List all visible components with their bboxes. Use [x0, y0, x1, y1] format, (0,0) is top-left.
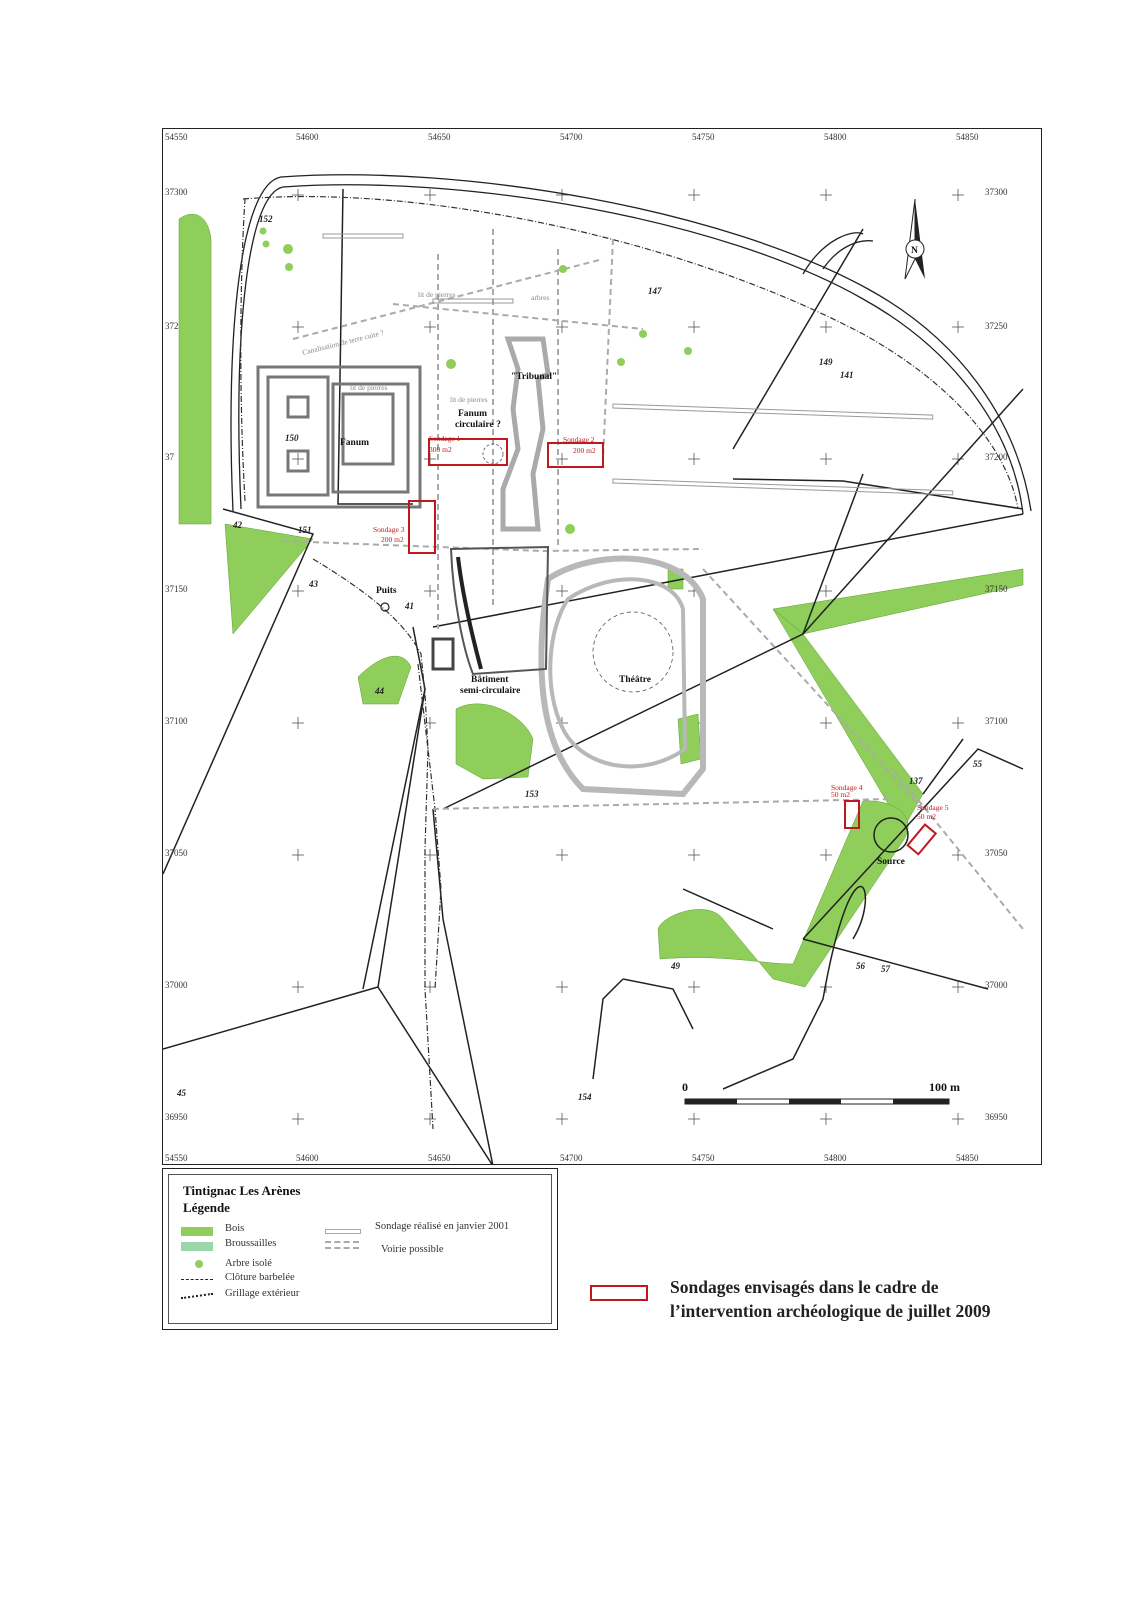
label-fanum-circ-1: Fanum: [458, 409, 488, 419]
wood-swatch: [181, 1227, 213, 1236]
note-text: [670, 1275, 1090, 1323]
note-line-2: l’intervention archéologique de juillet 2009: [670, 1301, 991, 1321]
svg-text:44: 44: [375, 686, 384, 696]
svg-text:45: 45: [177, 1088, 186, 1098]
wood-theatre-west: [456, 704, 533, 779]
note-line-1: Sondages envisagés dans le cadre de: [670, 1277, 939, 1297]
label-theatre: Théâtre: [619, 675, 652, 685]
svg-text:37: 37: [165, 452, 174, 462]
label-canalisation: Canalisation de terre cuite ?: [301, 327, 385, 357]
svg-text:37100: 37100: [985, 716, 1008, 726]
legend-voirie: Voirie possible: [381, 1244, 444, 1255]
wood-strip-west: [179, 214, 211, 524]
tree-swatch: [195, 1260, 203, 1268]
svg-text:54600: 54600: [296, 1153, 319, 1163]
svg-text:300 m2: 300 m2: [429, 445, 452, 454]
svg-text:200 m2: 200 m2: [381, 535, 404, 544]
wood-parcel-42: [225, 524, 313, 634]
svg-text:54650: 54650: [428, 132, 451, 142]
svg-text:55: 55: [973, 759, 982, 769]
svg-text:Sondage 3: Sondage 3: [373, 525, 405, 534]
svg-text:37200: 37200: [985, 452, 1008, 462]
svg-text:Sondage 1: Sondage 1: [429, 434, 461, 443]
label-puits: Puits: [376, 586, 397, 596]
parcel-numbers: [176, 214, 983, 1102]
label-source: Source: [877, 857, 905, 867]
svg-text:37300: 37300: [985, 187, 1008, 197]
svg-text:151: 151: [298, 525, 312, 535]
red-sondage-swatch: [590, 1285, 648, 1301]
legend-title: Légende: [183, 1200, 230, 1215]
sondage-5-rect: [908, 825, 936, 855]
trench-swatch: [325, 1229, 361, 1234]
scale-bar: [682, 1080, 960, 1104]
svg-text:43: 43: [309, 579, 318, 589]
svg-text:54650: 54650: [428, 1153, 451, 1163]
scale-end: 100 m: [929, 1080, 960, 1094]
svg-text:36950: 36950: [165, 1112, 188, 1122]
svg-text:Sondage 4: Sondage 4: [831, 783, 863, 792]
svg-text:54550: 54550: [165, 132, 188, 142]
label-batiment-2: semi-circulaire: [460, 686, 521, 696]
svg-text:54600: 54600: [296, 132, 319, 142]
legend-bois: Bois: [225, 1223, 245, 1234]
svg-text:54800: 54800: [824, 1153, 847, 1163]
svg-text:54700: 54700: [560, 1153, 583, 1163]
svg-text:42: 42: [233, 520, 242, 530]
legend-title-site: Tintignac Les Arènes: [183, 1183, 301, 1198]
label-arbres: arbres: [531, 293, 550, 302]
svg-text:153: 153: [525, 789, 539, 799]
legend-arbre: Arbre isolé: [225, 1258, 272, 1269]
legend-box: [162, 1168, 558, 1330]
sondage-3-rect: [409, 501, 435, 553]
coordinates-right: [985, 187, 1008, 1122]
label-lit-pierres-1: lit de pierres: [418, 290, 456, 299]
label-batiment-1: Bâtiment: [471, 675, 509, 685]
svg-text:152: 152: [259, 214, 273, 224]
site-map: [162, 128, 1042, 1165]
svg-text:54800: 54800: [824, 132, 847, 142]
svg-text:200 m2: 200 m2: [573, 446, 596, 455]
road-swatch-1: [325, 1241, 359, 1243]
parcel-boundaries: [163, 189, 1023, 1165]
legend-cloture: Clôture barbelée: [225, 1272, 295, 1283]
svg-text:37150: 37150: [985, 584, 1008, 594]
svg-text:37000: 37000: [985, 980, 1008, 990]
svg-text:56: 56: [856, 961, 865, 971]
svg-text:Sondage 5: Sondage 5: [917, 803, 949, 812]
svg-text:37000: 37000: [165, 980, 188, 990]
legend-grillage: Grillage extérieur: [225, 1288, 300, 1299]
grill-swatch: [181, 1293, 213, 1299]
svg-text:150: 150: [285, 433, 299, 443]
wood-parcel-44: [358, 656, 411, 704]
svg-text:57: 57: [881, 964, 890, 974]
tribunal-ruins: [503, 339, 548, 529]
coordinates-top: [165, 132, 979, 142]
fence-swatch: [181, 1279, 213, 1280]
label-lit-pierres-2: lit de pierres: [450, 395, 488, 404]
isolated-trees: [260, 228, 693, 535]
svg-text:50 m2: 50 m2: [831, 790, 850, 799]
label-lit-pierres-3: lit de pierres: [350, 383, 388, 392]
svg-text:154: 154: [578, 1092, 592, 1102]
road-ne: [803, 233, 863, 274]
scale-start: 0: [682, 1080, 688, 1094]
svg-text:149: 149: [819, 357, 833, 367]
svg-text:141: 141: [840, 370, 854, 380]
trenches-2001: [323, 234, 953, 495]
svg-text:54700: 54700: [560, 132, 583, 142]
svg-text:37250: 37250: [985, 321, 1008, 331]
svg-text:36950: 36950: [985, 1112, 1008, 1122]
svg-text:137: 137: [909, 776, 923, 786]
coordinates-bottom: [165, 1153, 979, 1163]
svg-text:37300: 37300: [165, 187, 188, 197]
north-arrow: [905, 199, 925, 279]
wood-band-east: [773, 569, 1023, 634]
svg-text:37150: 37150: [165, 584, 188, 594]
svg-text:147: 147: [648, 286, 662, 296]
legend-broussailles: Broussailles: [225, 1238, 277, 1249]
feature-labels: [301, 290, 904, 867]
svg-text:54550: 54550: [165, 1153, 188, 1163]
semicircular-building: [433, 547, 548, 674]
road-swatch-2: [325, 1247, 359, 1249]
svg-text:50 m2: 50 m2: [917, 812, 936, 821]
svg-text:54850: 54850: [956, 132, 979, 142]
label-tribunal: "Tribunal": [511, 372, 558, 382]
wood-patch-2: [678, 714, 701, 764]
svg-text:372: 372: [165, 321, 179, 331]
label-fanum-circ-2: circulaire ?: [455, 420, 501, 430]
north-label: N: [911, 246, 918, 256]
svg-text:37050: 37050: [165, 848, 188, 858]
label-fanum: Fanum: [340, 438, 370, 448]
wood-areas: [179, 214, 1023, 987]
svg-text:54750: 54750: [692, 132, 715, 142]
legend-inner: [168, 1174, 552, 1324]
svg-text:37050: 37050: [985, 848, 1008, 858]
map-canvas: [163, 129, 1042, 1165]
svg-text:49: 49: [671, 961, 680, 971]
svg-text:41: 41: [405, 601, 414, 611]
svg-text:Sondage 2: Sondage 2: [563, 435, 595, 444]
legend-sondage-2001: Sondage réalisé en janvier 2001: [375, 1221, 510, 1232]
svg-text:54750: 54750: [692, 1153, 715, 1163]
svg-text:37100: 37100: [165, 716, 188, 726]
svg-text:54850: 54850: [956, 1153, 979, 1163]
possible-roads: [283, 229, 1023, 929]
brush-swatch: [181, 1242, 213, 1251]
